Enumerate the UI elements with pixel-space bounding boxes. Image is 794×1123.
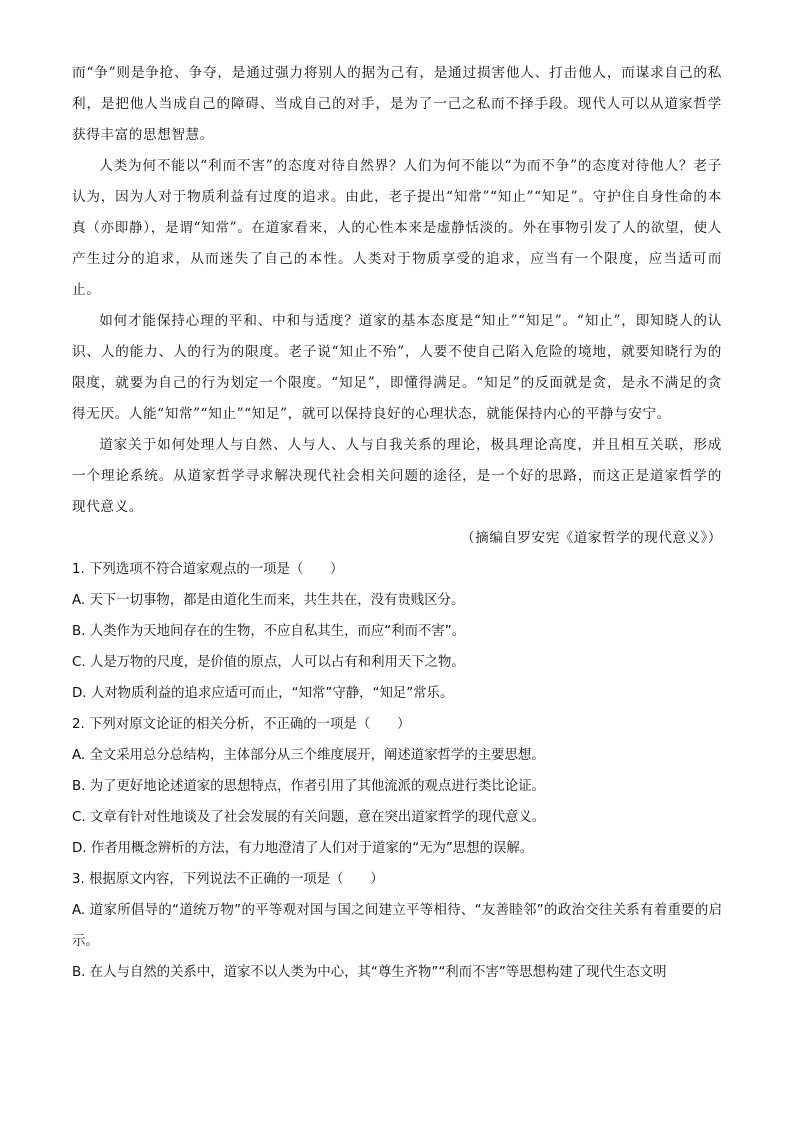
passage-paragraph-3: 如何才能保持心理的平和、中和与适度？道家的基本态度是“知止”“知足”。“知止”，即知晓人的认识、人的能力、人的行为的限度。老子说“知止不殆”，人要不使自己陷入危险的境地，就要知晓行为的限度，就要为自己的行为划定一个限度。“知足”，即懂得满足。“知足”的反面就是贪，是永不满足的贪得无厌。人能“知常”“知止”“知足”，就可以保持良好的心理状态，就能保持内心的平静与安宁。 [72,313,722,422]
question-2 [72,709,722,864]
question-3-option-a: A. 道家所倡导的“道统万物”的平等观对国与国之间建立平等相待、“友善睦邻”的政治交往关系有着重要的启示。 [72,903,722,949]
question-1-option-c: C. 人是万物的尺度，是价值的原点，人可以占有和利用天下之物。 [72,655,465,670]
question-3-stem: 3. 根据原文内容，下列说法不正确的一项是（ ） [72,872,384,887]
document-page [72,58,722,988]
question-3-option-b: B. 在人与自然的关系中，道家不以人类为中心，其“尊生齐物”“利而不害”等思想构建了现代生态文明 [72,965,667,980]
question-2-option-b: B. 为了更好地论述道家的思想特点，作者引用了其他流派的观点进行类比论证。 [72,779,545,794]
passage-paragraph-4: 道家关于如何处理人与自然、人与人、人与自我关系的理论，极具理论高度，并且相互关联，形成一个理论系统。从道家哲学寻求解决现代社会相关问题的途径，是一个好的思路，而这正是道家哲学的现代意义。 [72,437,722,515]
passage-paragraph-1: 而“争”则是争抢、争夺，是通过强力将别人的据为己有，是通过损害他人、打击他人，而谋求自己的私利，是把他人当成自己的障碍、当成自己的对手，是为了一己之私而不择手段。现代人可以从道家哲学获得丰富的思想智慧。 [72,65,722,143]
question-1-option-d: D. 人对物质利益的追求应适可而止，“知常”守静，“知足”常乐。 [72,686,454,701]
question-1 [72,554,722,709]
passage-paragraph-2: 人类为何不能以“利而不害”的态度对待自然界？人们为何不能以“为而不争”的态度对待他人？老子认为，因为人对于物质利益有过度的追求。由此，老子提出“知常”“知止”“知足”。守护住自身性命的本真（亦即静），是谓“知常”。在道家看来，人的心性本来是虚静恬淡的。外在事物引发了人的欲望，使人产生过分的追求，从而迷失了自己的本性。人类对于物质享受的追求，应当有一个限度，应当适可而止。 [72,158,722,298]
passage-source: （摘编自罗安宪《道家哲学的现代意义》） [461,530,722,546]
question-2-option-d: D. 作者用概念辨析的方法，有力地澄清了人们对于道家的“无为”思想的误解。 [72,841,534,856]
question-1-option-b: B. 人类作为天地间存在的生物，不应自私其生，而应“利而不害”。 [72,624,466,639]
question-2-option-a: A. 全文采用总分总结构，主体部分从三个维度展开，阐述道家哲学的主要思想。 [72,748,545,763]
question-2-stem: 2. 下列对原文论证的相关分析，不正确的一项是（ ） [72,717,411,732]
question-1-option-a: A. 天下一切事物，都是由道化生而来，共生共在，没有贵贱区分。 [72,593,465,608]
question-2-option-c: C. 文章有针对性地谈及了社会发展的有关问题，意在突出道家哲学的现代意义。 [72,810,546,825]
question-1-stem: 1. 下列选项不符合道家观点的一项是（ ） [72,562,344,577]
question-3 [72,864,722,988]
